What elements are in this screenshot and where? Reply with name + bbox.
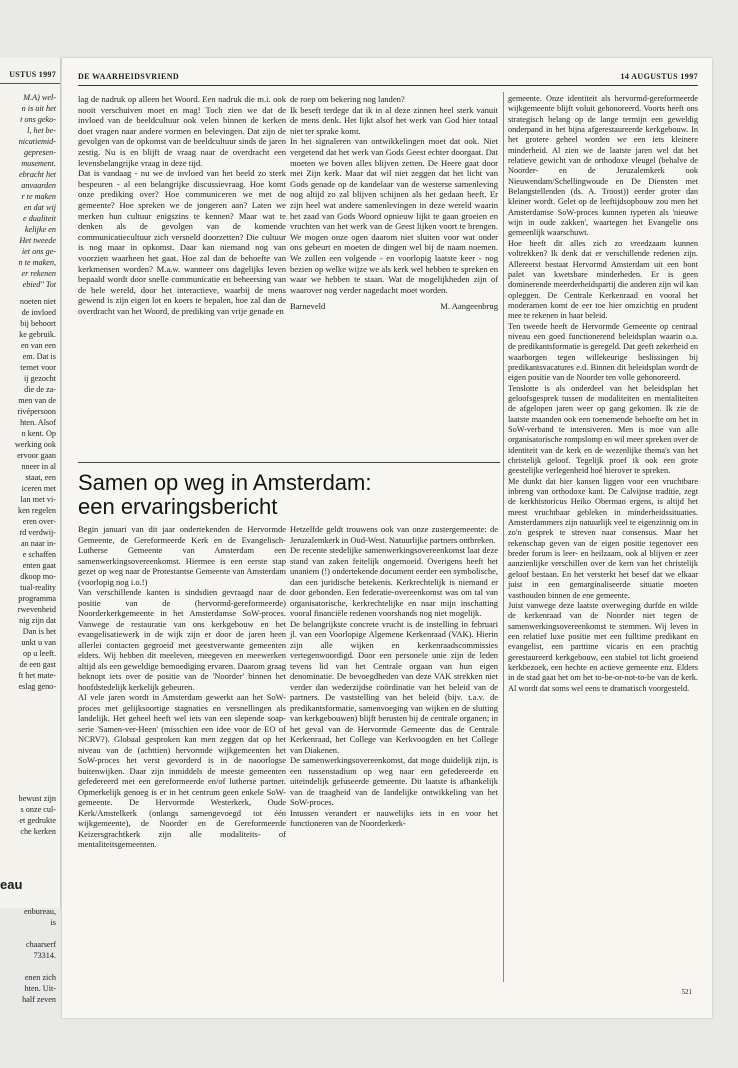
paragraph: De recente stedelijke samenwerkingsovereenkomst laat deze stand van zaken feitelijk ongemoeid. Overigens heeft het unaniem (!) ondertekende document eerder een symbolische, dan een juridische betekenis. Kerkrechtelijk is niemand er door gebonden. Een federatie-overeenkomst was om tal van organisatorische, kerkrechtelijke en naar mijn inschatting vooral financiële redenen voorshands nog niet mogelijk. [290,545,498,618]
previous-page-line: tual-reality [20,583,56,592]
previous-page-line: anvaarden [21,181,56,190]
previous-page-line: en van een [20,341,56,350]
previous-page-line: bewust zijn [18,794,56,803]
previous-page-line: half zeven [22,995,56,1004]
previous-page-line: kelijke en [24,225,56,234]
previous-page-line: eren over- [22,517,56,526]
previous-page-line: ke gebruik. [19,330,56,339]
paragraph: In het signaleren van ontwikkelingen moet dat ook. Niet vergetend dat het werk van Gods Geest echter doorgaat. Dat moeten we boven alles blijven zetten. De Heere gaat door met Zijn kerk. Maar dat wil niet zeggen dat het licht van Gods genade op de kandelaar van de westerse samenleving nog altijd zo zal blijven schijnen als het gedaan heeft. Er zijn heel wat andere samenlevingen in deze wereld waarin het zaad van Gods Woord opnieuw lijkt te gaan groeien en vruchten van het werk van de Geest lijken voort te brengen. We mogen onze ogen daarom niet sluiten voor wat onder ons gebeurt en moeten de dingen wel bij de naam noemen. We zullen een volgende - en voorlopig laatste keer - nog bezien op welke wijze we als kerk wel hebben te spreken en waar we hebben te staan. Wat de mogelijkheden zijn of waarover nog verder nagedacht moet worden. [290,136,498,295]
previous-page-line: Dan is het [22,627,56,636]
running-header [78,72,698,86]
previous-page-line: de invloed [21,308,56,317]
previous-page-header: USTUS 1997 [0,70,60,84]
previous-page-line: hten. Alsof [20,418,56,427]
paragraph: gemeente. Onze identiteit als hervormd-gereformeerde wijkgemeente blijft voluit gehonoreerd. Voorts heeft ons strategisch belang op de lange termijn een geweldig onderpand in het bijna afgerestaureerde kerkgebouw. In het grotere geheel worden we een iets kleinere minderheid. Al zien we de laatste jaren wel dat het relatieve gewicht van de orthodoxe vleugel (behalve de Noorder- en de Jeruzalemkerk ook Nieuwendam/Schellingwoude en De Diensten met Belangstellenden (ds. A. Troost)) eerder groter dan kleiner wordt. Gelet op de leeftijdsopbouw zou men het Amsterdamse SoW-proces kunnen typeren als 'nieuwe wijn in oude zakken', waartegen het Evangelie ons gemeenlijk waarschuwt. [508,94,698,238]
previous-page-line: ervoor gaan [17,451,56,460]
article-column-2 [290,524,498,829]
page-number: 521 [681,988,692,996]
previous-page-line: ij gezocht [23,374,56,383]
previous-page-line: hten. Uit- [24,984,56,993]
previous-page-line: e dualiteit [23,214,56,223]
article-divider [78,462,500,463]
previous-page-line: op u leeft. [23,649,56,658]
previous-page-line: r te maken [21,192,56,201]
previous-page-line: rwevenheid [17,605,56,614]
previous-page-line: gepresen- [24,148,56,157]
previous-page-line: en dat wij [23,203,56,212]
paragraph: Al vele jaren wordt in Amsterdam gewerkt aan het SoW-proces met gelijksoortige stagnaties en versnellingen als landelijk. Het geheel heeft wel iets van een slepende soap-serie 'Samen-ver-Heen' (misschien een idee voor de EO of NCRV?). Globaal gesproken kan men zeggen dat op het niveau van de (achttien) hervormde wijkgemeenten het SoW-proces het verst gevorderd is in de naoorlogse buitenwijken. Daar zijn inmiddels de meeste gemeenten gefedereerd met een gereformeerde en/of lutherse partner. Opmerkelijk genoeg is er in het centrum geen enkele SoW-gemeente. De Hervormde Westerkerk, Oude Kerk/Amstelkerk (onlangs samengevoegd tot één wijkgemeente), de Noorder en de Gereformeerde Keizersgrachtkerk zijn alle modaliteits- of mentaliteitsgemeenten. [78,692,286,849]
previous-page-line: unkt u van [21,638,56,647]
paragraph: Van verschillende kanten is sindsdien gevraagd naar de positie van de (hervormd-gereformeerde) Noorderkerkgemeente in het Amsterdamse SoW-proces. Vanwege de restauratie van ons kerkgebouw en het evangelisatiewerk in de wijk zijn er door de jaren heen allerlei contacten gegroeid met geestverwante gemeenten elders. Wij hebben dit meeleven, meegeven en meewerken altijd als een geweldige bemoediging ervaren. Daarom graag beknopt iets over de positie van de 'Noorder' binnen het hoofdstedelijk kerkelijk gebeuren. [78,587,286,692]
paragraph: Hoe heeft dit alles zich zo vreedzaam kunnen voltrekken? Ik denk dat er verschillende redenen zijn. Allereerst bestaat Hervormd Amsterdam uit een bont palet van kwetsbare minderheden. Er is geen dominerende meerderheidspartij die anderen zijn wil kan opleggen. De Centrale Kerkenraad en vooral het moderamen komt de eer toe hier omzichtig en prudent mee te rekenen in haar beleid. [508,238,698,321]
paragraph: Ten tweede heeft de Hervormde Gemeente op centraal niveau een goed functionerend beleidsplan waarin o.a. de predikantsformatie is geregeld. Dat geeft zekerheid en waarborgen tegen willekeurige beslissingen bij predikantsvacatures e.d. Binnen dit beleidsplan wordt de eigen positie van de Noorder ten volle gehonoreerd. [508,321,698,383]
previous-page-line: l, het be- [27,126,56,135]
paragraph: Hetzelfde geldt trouwens ook van onze zustergemeente: de Jeruzalemkerk in Oud-West. Natuurlijke partners ontbreken. [290,524,498,545]
previous-page-line: ebracht het [18,170,56,179]
previous-page-line: die de za- [24,385,56,394]
paragraph: Intussen verandert er nauwelijks iets in en voor het functioneren van de Noorderkerk- [290,807,498,828]
previous-page-line: n te maken, [18,258,56,267]
previous-page-line: ft het mate- [18,671,56,680]
signature-author: M. Aangeenbrug [440,301,498,312]
previous-page-line: n kent. Op [21,429,56,438]
paragraph: De belangrijkste concrete vrucht is de instelling in februari jl. van een Voorlopige Algemene Kerkenraad (VAK). Hierin zijn alle wijken en kerkenraadscommissies vertegenwoordigd. Door een personele unie zijn de leden tevens lid van het Centrale orgaan van hun eigen denominatie. De bevoegdheden van deze VAK strekken niet verder dan wederzijdse coördinatie van het beleid van de partners. De vaststelling van het beleid (bijv. t.a.v. de predikantsformatie, samenvoeging van wijken en de sluiting van kerkgebouwen) blijft berusten bij de centrale organen; in het geval van de Hervormde Gemeente dus de Centrale Kerkenraad, het College van Kerkvoogden en het College van Diakenen. [290,618,498,755]
article-headline: Samen op weg in Amsterdam: een ervaringsbericht [78,470,372,519]
previous-page-line: is [50,918,56,927]
previous-page-line: werking ook [14,440,56,449]
previous-page-line: staat, een [25,473,56,482]
upper-article-column-1 [78,94,286,316]
previous-page-line: musement. [21,159,56,168]
previous-page-line: M.A) wel- [23,93,56,102]
previous-page-line: ken regelen [18,506,56,515]
previous-page-line: enen zich [24,973,56,982]
signature-line [290,301,498,312]
upper-article-column-2 [290,94,498,312]
previous-page-line: et gedrukte [19,816,56,825]
previous-page-line: t ons geko- [20,115,56,124]
previous-page-line: bij behoort [20,319,56,328]
previous-page-strip [0,58,61,1004]
paragraph: lag de nadruk op alleen het Woord. Een nadruk die m.i. ook nooit verschuiven moet en mag! Toch zien we dat de invloed van de beeldcultuur ook velen binnen de kerken doet vragen naar andere vormen en belevingen. Dat zijn de gevolgen van de opkomst van de beeldcultuur sinds de jaren zestig. Nu is en blijft de vraag naar de overdracht een levensbelangrijke vraag in deze tijd. [78,94,286,168]
previous-page-line: 73314. [33,951,56,960]
previous-page-line: em. Dat is [22,352,56,361]
issue-date: 14 AUGUSTUS 1997 [620,72,698,81]
paragraph: Ik beseft terdege dat ik in al deze zinnen heel sterk vanuit de mens denk. Het lijkt alsof het werk van God hier totaal niet ter sprake komt. [290,104,498,136]
previous-page-line: che kerken [20,827,56,836]
previous-page-line: ternet voor [20,363,56,372]
previous-page-line: men van de [18,396,56,405]
paragraph: Juist vanwege deze laatste overweging durfde en wilde de kerkenraad van de Noorder niet tegen de samenwerkingsovereenkomst te stemmen. Wij leven in een relatief luxe positie met een fulltime predikant en evangelist, een parttime vicaris en een prachtig gerestaureerd kerkgebouw, een stabiel tot licht groeiend kerkbezoek, een hechte en actieve gemeente enz. Elders in de stad gaat het om het to-be-or-not-to-be van de kerk. Al wordt dat soms wel eens te dramatisch voorgesteld. [508,600,698,693]
previous-page-line: nneer in al [21,462,56,471]
previous-page-line: programma [18,594,56,603]
previous-page-line: nicatiemid- [18,137,56,146]
article-column-3 [508,94,698,694]
previous-page-line: noeten niet [19,297,56,306]
previous-page-line: lan met vi- [20,495,56,504]
previous-page-line: s onze cul- [20,805,56,814]
previous-page-line: enbureau, [23,907,56,916]
previous-page-line: an naar in- [20,539,56,548]
previous-page-line: chaarserf [26,940,56,949]
previous-page-line: n is uit het [21,104,56,113]
previous-page-line: iet ons ge- [21,247,56,256]
previous-page-line: eslag geno- [18,682,56,691]
previous-page-line: er rekenen [21,269,56,278]
article-column-1 [78,524,286,850]
newspaper-page [62,58,712,1018]
paragraph: Begin januari van dit jaar ondertekenden de Hervormde Gemeente, de Gereformeerde Kerk en de Evangelisch-Lutherse Gemeente van Amsterdam een samenwerkingsovereenkomst. Hiermee is een eerste stap gezet op weg naar de Protestantse Gemeente van Amsterdam (voorlopig nog i.o.!) [78,524,286,587]
previous-page-heading: eau [0,877,23,892]
paragraph: Dat is vandaag - nu we de invloed van het beeld zo sterk bespeuren - al een belangrijke discussievraag. Hoe komt onze prediking over? Hoe communiceren we met de gemeente? Hoe spreken we de jongeren aan? Laten we merken hun cultuur enigszins te kennen? Maar wat te denken als de gevolgen van de komende communicatiecultuur zich versneld doorzetten? Die cultuur is nog maar in opkomst. Daar kan niemand nog van voorzien waarheen het gaat. Hoe zal dan de behoefte van kerkmensen worden? M.a.w. wanneer ons dagelijks leven bepaald wordt door snelle communicatie en beheersing van de hele wereld, door het interactieve, waarbij de mens gewend is zijn eigen lot en koers te bepalen, hoe zal dan de overdracht van het Woord, de prediking van vrije genade en [78,168,286,316]
previous-page-line: e schaffen [22,550,56,559]
previous-page-line: de een gast [19,660,56,669]
previous-page-line: iceren met [21,484,56,493]
previous-page-line: dkoop mo- [20,572,56,581]
paragraph: Me dunkt dat hier kansen liggen voor een vruchtbare inbreng van orthodoxe kant. De Calvijnse traditie, zegt de kerkhistoricus Heiko Oberman ergens, is altijd het meest vruchtbaar gebleken in minderheidssituaties. Amsterdammers zijn natuurlijk veel te eigenzinnig om in zo'n gesprek te streven naar consensus. Maar het rekenschap geven van de eigen positie tegenover een breder forum is leer- en heilzaam, ook al blijven er zeer aanzienlijke verschillen over de kern van het christelijk geloof bestaan. En het versterkt het besef dat we elkaar juist in een gemarginaliseerde situatie moeten vasthouden binnen de ene gemeente. [508,476,698,600]
previous-page-line: rivépersoon [17,407,56,416]
previous-page-line: nig zijn dat [19,616,56,625]
previous-page-line: enten gaat [22,561,56,570]
previous-page-line: ebied" Tot [22,280,56,289]
publication-name: DE WAARHEIDSVRIEND [78,72,180,81]
column-rule [503,92,504,982]
previous-page-line: Het tweede [19,236,56,245]
paragraph: De samenwerkingsovereenkomst, dat moge duidelijk zijn, is een tussenstadium op weg naar een gefedereerde en uiteindelijk gefuseerde gemeente. Dit laatste is afhankelijk van de traagheid van de landelijke ontwikkeling van het SoW-proces. [290,755,498,807]
previous-page-line: rd verdwij- [19,528,56,537]
paragraph: de roep om bekering nog landen? [290,94,405,104]
signature-place: Barneveld [290,301,326,312]
paragraph: Tenslotte is als onderdeel van het beleidsplan het geloofsgesprek tussen de modaliteiten en mentaliteiten de afgelopen jaren weer op gang gekomen. Ik zie de laatste maanden ook een toenemende behoefte om het in SoW-verband te intensiveren. Men is moe van alle organisatorische rompslomp en wil meer spreken over de identiteit van de kerk en de wezenlijke thema's van het christelijk geloof. Tegelijk proef ik ook een grote geestelijke verlegenheid hoé hierover te spreken. [508,383,698,476]
